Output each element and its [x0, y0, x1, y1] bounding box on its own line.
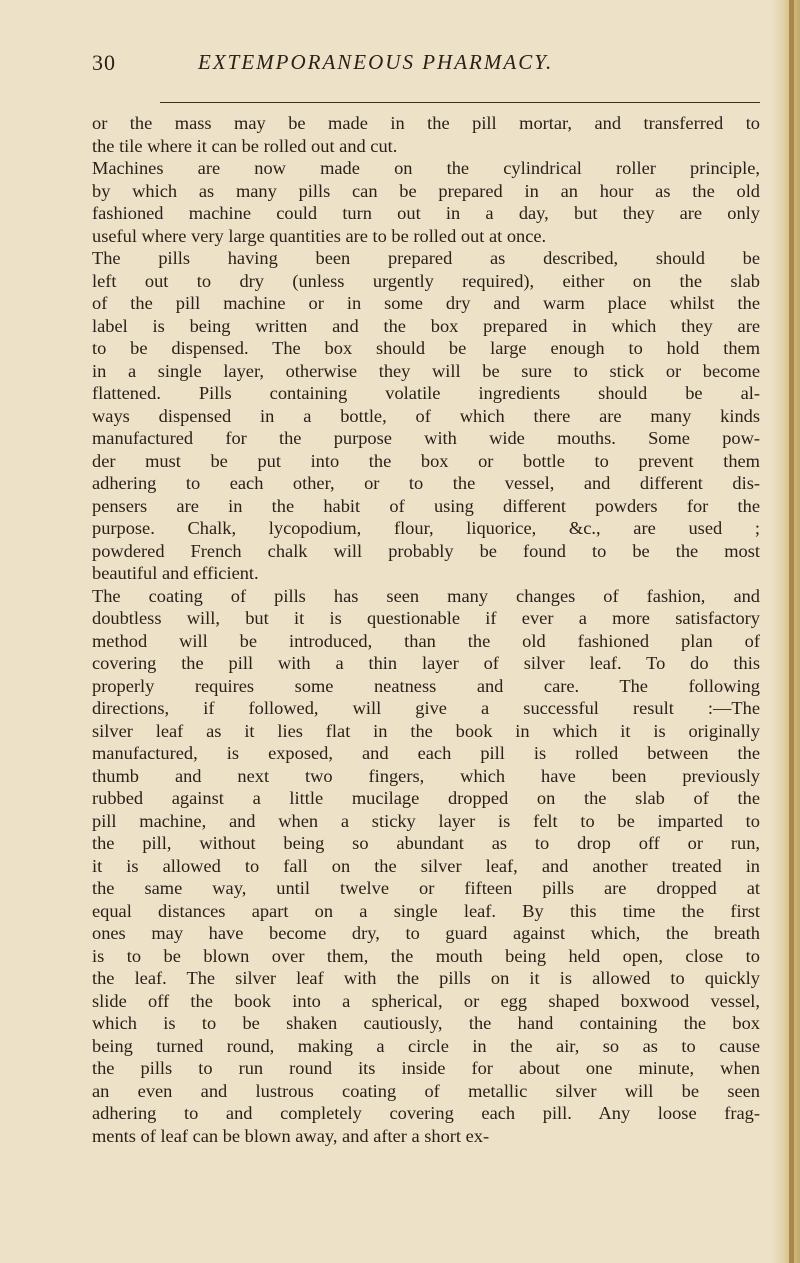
text-line: an even and lustrous coating of metallic silver will be seen	[92, 1080, 760, 1101]
text-line: adhering to each other, or to the vessel, and different dis-	[92, 473, 760, 493]
text-line: adhering to and completely covering each pill. Any loose frag-	[92, 1103, 760, 1123]
running-title: EXTEMPORANEOUS PHARMACY.	[198, 50, 554, 74]
text-line: it is allowed to fall on the silver leaf, and another treated in	[92, 855, 760, 876]
text-line: ways dispensed in a bottle, of which there are many kinds	[92, 405, 760, 426]
text-line: the leaf. The silver leaf with the pills on it is allowed to quickly	[92, 968, 760, 988]
text-line: method will be introduced, than the old fashioned plan of	[92, 630, 760, 651]
text-line: fashioned machine could turn out in a day, but they are only	[92, 203, 760, 223]
text-line: the tile where it can be rolled out and cut.	[92, 135, 398, 156]
text-line: manufactured, is exposed, and each pill is rolled between the	[92, 743, 760, 763]
text-line: the same way, until twelve or fifteen pills are dropped at	[92, 878, 760, 898]
text-line: to be dispensed. The box should be large enough to hold them	[92, 338, 760, 358]
text-line: Machines are now made on the cylindrical roller principle,	[92, 158, 760, 178]
text-line: The coating of pills has seen many changes of fashion, and	[92, 585, 760, 606]
text-line: in a single layer, otherwise they will be sure to stick or become	[92, 360, 760, 381]
text-line: useful where very large quantities are to be rolled out at once.	[92, 225, 547, 246]
text-line: flattened. Pills containing volatile ingredients should be al-	[92, 383, 760, 403]
binding-band	[789, 0, 794, 1263]
text-line: being turned round, making a circle in the air, so as to cause	[92, 1035, 760, 1056]
text-line: directions, if followed, will give a successful result :—The	[92, 698, 760, 718]
text-line: manufactured for the purpose with wide mouths. Some pow-	[92, 428, 760, 448]
text-line: The pills having been prepared as described, should be	[92, 248, 760, 268]
text-line: left out to dry (unless urgently required), either on the slab	[92, 270, 760, 291]
text-line: powdered French chalk will probably be found to be the most	[92, 540, 760, 561]
page-header	[92, 50, 752, 86]
binding-shadow	[772, 0, 782, 1263]
text-line: purpose. Chalk, lycopodium, flour, liquorice, &c., are used ;	[92, 518, 760, 538]
text-line: ments of leaf can be blown away, and after a short ex-	[92, 1125, 490, 1146]
text-line: silver leaf as it lies flat in the book in which it is originally	[92, 720, 760, 741]
text-line: beautiful and efficient.	[92, 563, 259, 583]
text-line: pensers are in the habit of using different powders for the	[92, 495, 760, 516]
text-line: ones may have become dry, to guard against which, the breath	[92, 923, 760, 943]
page-number: 30	[92, 50, 116, 75]
body-text	[92, 112, 760, 1147]
text-line: slide off the book into a spherical, or egg shaped boxwood vessel,	[92, 990, 760, 1011]
text-line: is to be blown over them, the mouth being held open, close to	[92, 945, 760, 966]
text-line: thumb and next two fingers, which have been previously	[92, 765, 760, 786]
header-rule	[160, 102, 760, 103]
text-line: the pill, without being so abundant as to drop off or run,	[92, 833, 760, 853]
text-line: der must be put into the box or bottle to prevent them	[92, 450, 760, 471]
text-line: doubtless will, but it is questionable if ever a more satisfactory	[92, 608, 760, 628]
text-line: of the pill machine or in some dry and warm place whilst the	[92, 293, 760, 313]
text-line: which is to be shaken cautiously, the hand containing the box	[92, 1013, 760, 1033]
text-line: label is being written and the box prepared in which they are	[92, 315, 760, 336]
text-line: rubbed against a little mucilage dropped on the slab of the	[92, 788, 760, 808]
text-line: or the mass may be made in the pill mortar, and transferred to	[92, 113, 760, 133]
text-line: the pills to run round its inside for about one minute, when	[92, 1058, 760, 1078]
text-line: properly requires some neatness and care. The following	[92, 675, 760, 696]
text-line: equal distances apart on a single leaf. By this time the first	[92, 900, 760, 921]
text-line: by which as many pills can be prepared in an hour as the old	[92, 180, 760, 201]
text-line: covering the pill with a thin layer of silver leaf. To do this	[92, 653, 760, 673]
text-line: pill machine, and when a sticky layer is felt to be imparted to	[92, 810, 760, 831]
